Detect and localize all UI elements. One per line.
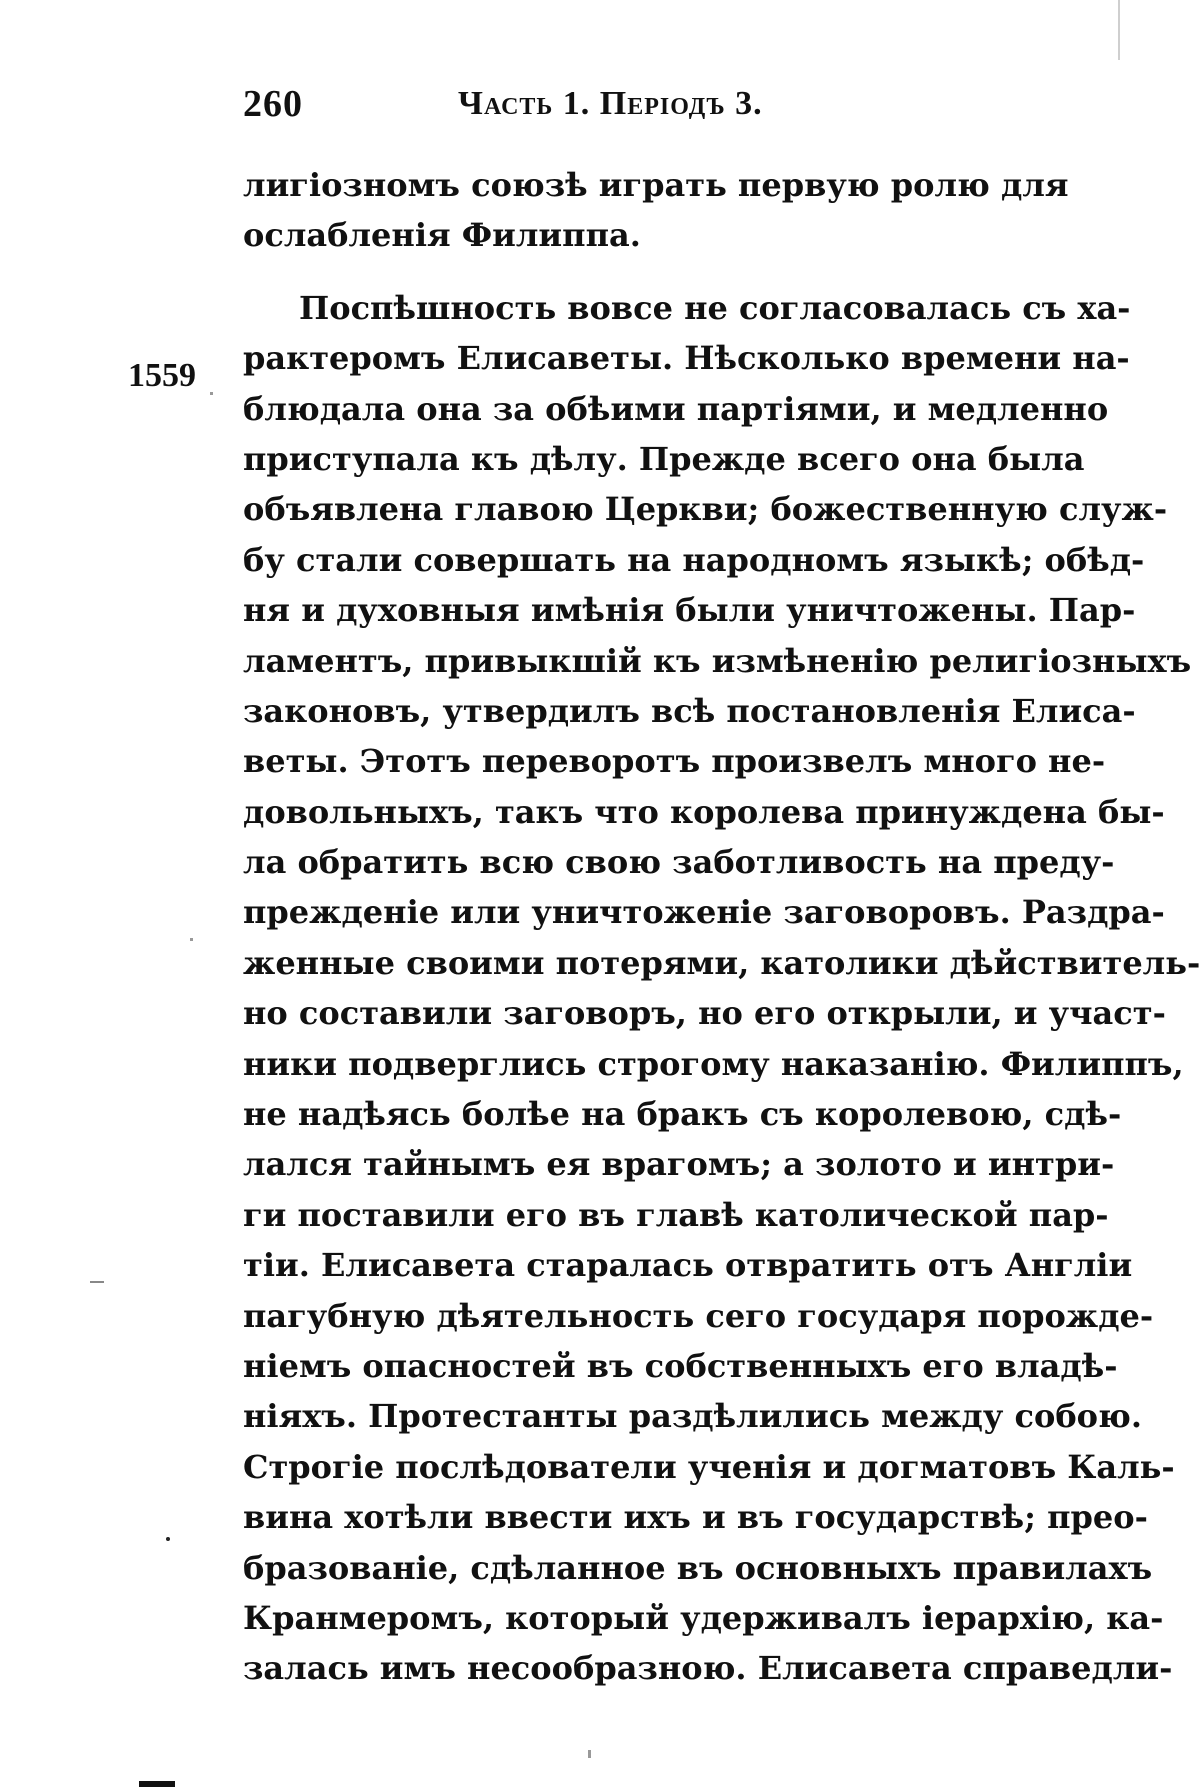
scan-speck — [90, 1281, 104, 1283]
text-line: не надѣясь болѣе на бракъ съ королевою, сдѣ- — [243, 1095, 1122, 1134]
text-line: ня и духовныя имѣнія были уничтожены. Пар- — [243, 591, 1136, 630]
text-line: бразованіе, сдѣланное въ основныхъ правилахъ — [243, 1548, 1153, 1587]
scan-speck — [139, 1781, 175, 1787]
text-line: веты. Этотъ переворотъ произвелъ много не- — [243, 742, 1106, 781]
scan-speck — [166, 1537, 170, 1541]
page-header — [243, 82, 1043, 132]
text-line: приступала къ дѣлу. Прежде всего она была — [243, 439, 1085, 478]
margin-year-note: 1559 — [128, 357, 196, 394]
page-number: 260 — [243, 83, 303, 125]
text-line: пагубную дѣятельность сего государя порожде- — [243, 1296, 1154, 1335]
scan-speck — [588, 1750, 591, 1758]
text-line: Строгіе послѣдователи ученія и догматовъ Каль- — [243, 1447, 1175, 1486]
body-text — [243, 160, 1200, 1694]
text-line: рактеромъ Елисаветы. Нѣсколько времени на- — [243, 339, 1130, 378]
text-line: ніяхъ. Протестанты раздѣлились между собою. — [243, 1397, 1142, 1436]
text-line: лался тайнымъ ея врагомъ; а золото и интри- — [243, 1145, 1115, 1184]
paragraph-gap — [243, 261, 1043, 283]
scan-speck — [210, 392, 213, 395]
scan-speck — [190, 938, 193, 941]
text-line: ослабленія Филиппа. — [243, 216, 641, 255]
running-head: Часть 1. Періодъ 3. — [458, 85, 763, 122]
text-line: довольныхъ, такъ что королева принуждена бы- — [243, 792, 1165, 831]
text-line: ги поставили его въ главѣ католической пар- — [243, 1195, 1109, 1234]
scan-speck — [1118, 0, 1120, 60]
text-line: объявлена главою Церкви; божественную служ- — [243, 490, 1168, 529]
text-line: прежденіе или уничтоженіе заговоровъ. Раздра- — [243, 893, 1165, 932]
text-line: тіи. Елисавета старалась отвратить отъ Англіи — [243, 1246, 1133, 1285]
text-line: блюдала она за обѣими партіями, и медленно — [243, 389, 1109, 428]
text-line: бу стали совершать на народномъ языкѣ; обѣд- — [243, 540, 1145, 579]
text-line: ла обратить всю свою заботливость на преду- — [243, 843, 1115, 882]
text-line: женные своими потерями, католики дѣйствитель- — [243, 943, 1200, 982]
text-line: Кранмеромъ, который удерживалъ іерархію, ка- — [243, 1598, 1164, 1637]
text-line: ніемъ опасностей въ собственныхъ его владѣ- — [243, 1346, 1118, 1385]
text-line: Поспѣшность вовсе не согласовалась съ ха- — [299, 288, 1131, 327]
text-line: но составили заговоръ, но его открыли, и участ- — [243, 994, 1166, 1033]
text-line: залась имъ несообразною. Елисавета справедли- — [243, 1649, 1173, 1688]
text-line: лигіозномъ союзѣ играть первую ролю для — [243, 166, 1069, 204]
text-line: ламентъ, привыкшій къ измѣненію религіозныхъ — [243, 641, 1192, 680]
text-line: ники подверглись строгому наказанію. Филиппъ, — [243, 1044, 1184, 1083]
text-line: вина хотѣли ввести ихъ и въ государствѣ; прео- — [243, 1498, 1148, 1537]
text-line: законовъ, утвердилъ всѣ постановленія Елиса- — [243, 691, 1136, 730]
